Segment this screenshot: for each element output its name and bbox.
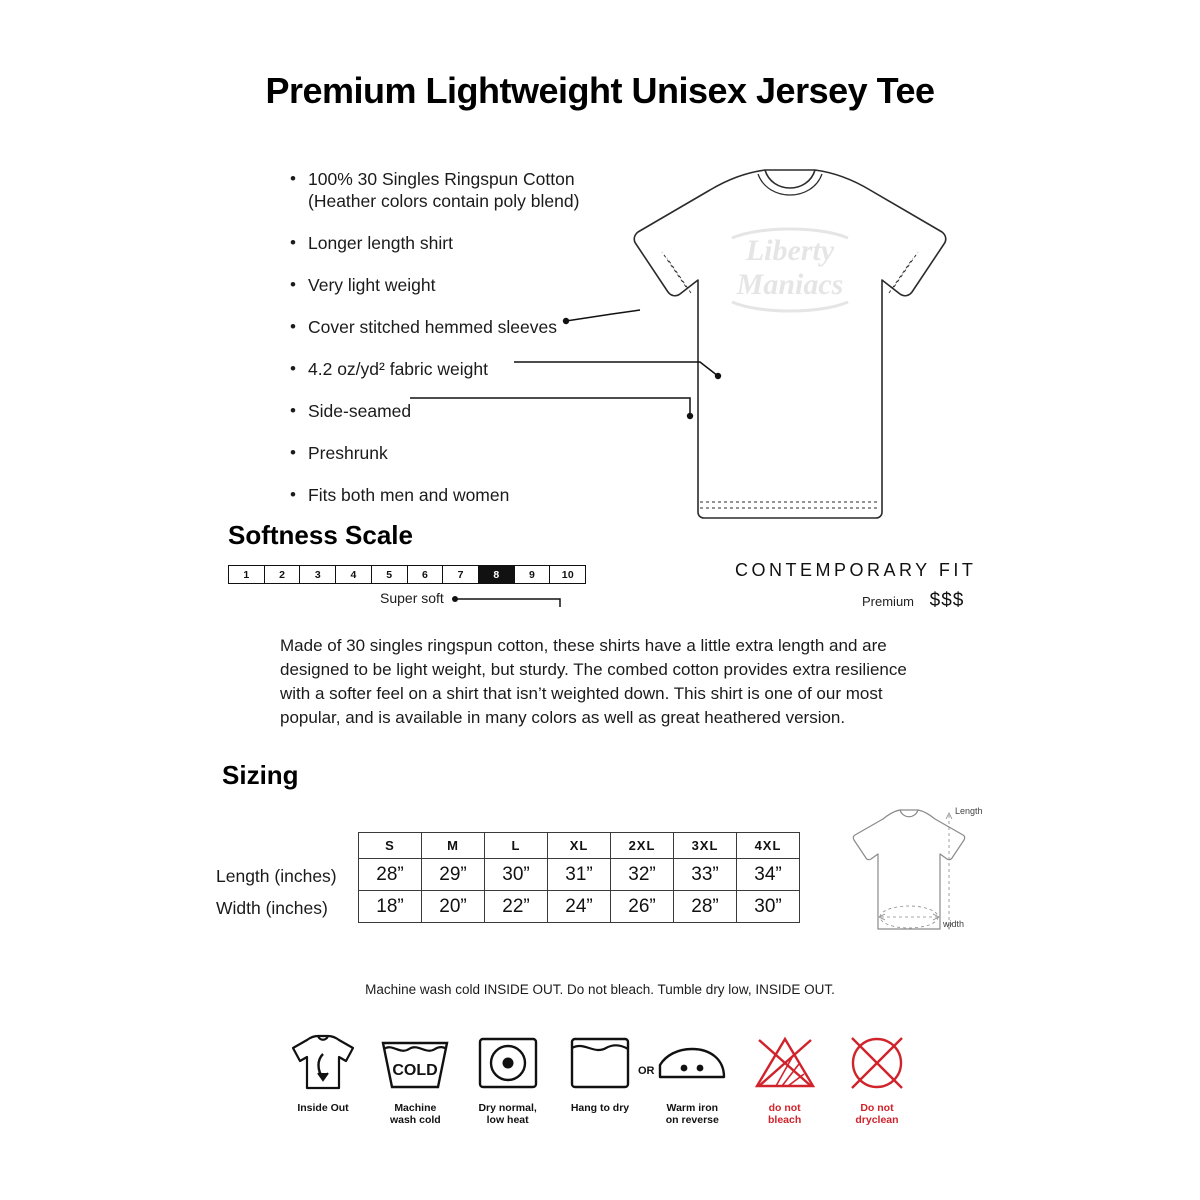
- column-header: 3XL: [674, 833, 737, 859]
- svg-text:COLD: COLD: [392, 1062, 438, 1079]
- cell-width: 22”: [485, 891, 548, 923]
- cell-length: 28”: [359, 859, 422, 891]
- scale-cell-active: 8: [478, 565, 515, 584]
- table-header-row: [359, 833, 800, 859]
- cell-width: 18”: [359, 891, 422, 923]
- brand-logo-art: [732, 229, 848, 311]
- feature-text: Fits both men and women: [308, 485, 510, 505]
- list-item: [288, 442, 608, 464]
- page-title: Premium Lightweight Unisex Jersey Tee: [265, 70, 935, 111]
- warm-iron-icon: [649, 1030, 735, 1096]
- super-soft-note: [380, 590, 582, 607]
- list-item: [288, 484, 608, 506]
- scale-cell: 5: [371, 565, 408, 584]
- bullet-icon: •: [290, 359, 296, 378]
- bullet-icon: •: [290, 317, 296, 336]
- care-item-inside-out: [280, 1030, 366, 1114]
- dry-normal-low-heat-icon: [465, 1030, 551, 1096]
- care-caption: do not bleach: [768, 1102, 802, 1126]
- softness-scale: [228, 565, 585, 584]
- inside-out-icon: [280, 1030, 366, 1096]
- machine-wash-cold-icon: [372, 1030, 458, 1096]
- list-item: [288, 232, 608, 254]
- scale-cell: 4: [335, 565, 372, 584]
- product-description: Made of 30 singles ringspun cotton, these shirts have a little extra length and are designed to be light weight, but sturdy. The combed cotton provides extra resilience with a softer feel on a shirt that isn’t weighted down. This shirt is one of our most popular, and is available in many colors as well as great heathered version.: [280, 636, 907, 727]
- feature-text: Side-seamed: [308, 401, 412, 421]
- feature-text: 4.2 oz/yd² fabric weight: [308, 359, 488, 379]
- super-soft-pointer-icon: [452, 591, 582, 607]
- cell-width: 28”: [674, 891, 737, 923]
- feature-text: Very light weight: [308, 275, 436, 295]
- svg-text:Maniacs: Maniacs: [736, 268, 844, 301]
- fit-label: CONTEMPORARY FIT: [735, 560, 977, 580]
- list-item: [288, 358, 608, 380]
- scale-cell: 1: [228, 565, 265, 584]
- care-item-do-not-bleach: [742, 1030, 828, 1126]
- softness-heading: Softness Scale: [228, 520, 413, 550]
- scale-cell: 6: [407, 565, 444, 584]
- measurement-diagram: [845, 805, 985, 945]
- width-dimension-label: width: [943, 919, 965, 929]
- row-label-width: Width (inches): [216, 898, 328, 918]
- size-chart-table: [358, 832, 800, 923]
- column-header: M: [422, 833, 485, 859]
- sizing-heading: Sizing: [222, 760, 299, 790]
- care-item-warm-iron: [649, 1030, 735, 1126]
- price-tier: [862, 590, 964, 612]
- bullet-icon: •: [290, 443, 296, 462]
- scale-cell: 7: [442, 565, 479, 584]
- cell-length: 34”: [737, 859, 800, 891]
- column-header: 2XL: [611, 833, 674, 859]
- care-caption: Inside Out: [297, 1102, 349, 1114]
- row-label-length: Length (inches): [216, 866, 337, 886]
- care-caption: Do not dryclean: [855, 1102, 899, 1126]
- cell-length: 32”: [611, 859, 674, 891]
- hang-to-dry-icon: [557, 1030, 643, 1096]
- or-label: OR: [638, 1065, 655, 1077]
- feature-subtext: (Heather colors contain poly blend): [308, 191, 580, 211]
- bullet-icon: •: [290, 233, 296, 252]
- feature-list: [288, 168, 608, 526]
- list-item: [288, 400, 608, 422]
- cell-length: 33”: [674, 859, 737, 891]
- list-item: [288, 274, 608, 296]
- list-item: [288, 168, 608, 212]
- care-caption: Machine wash cold: [389, 1102, 441, 1126]
- cell-length: 31”: [548, 859, 611, 891]
- bullet-icon: •: [290, 169, 296, 188]
- care-item-machine-wash-cold: [372, 1030, 458, 1126]
- tshirt-illustration: [590, 160, 990, 545]
- bullet-icon: •: [290, 275, 296, 294]
- cell-width: 30”: [737, 891, 800, 923]
- column-header: S: [359, 833, 422, 859]
- table-row: [359, 891, 800, 923]
- cell-width: 26”: [611, 891, 674, 923]
- care-item-dry-normal: [465, 1030, 551, 1126]
- table-row: [359, 859, 800, 891]
- care-caption: Dry normal, low heat: [478, 1102, 537, 1126]
- care-caption: Warm iron on reverse: [665, 1102, 719, 1126]
- cell-width: 20”: [422, 891, 485, 923]
- bullet-icon: •: [290, 485, 296, 504]
- super-soft-label: Super soft: [380, 590, 444, 606]
- tier-label: Premium: [862, 594, 915, 609]
- column-header: XL: [548, 833, 611, 859]
- care-caption: Hang to dry: [570, 1102, 630, 1114]
- price-label: $$$: [929, 590, 965, 611]
- scale-cell: 9: [514, 565, 551, 584]
- do-not-dryclean-icon: [834, 1030, 920, 1096]
- care-symbol-row: [280, 1030, 920, 1126]
- feature-text: Longer length shirt: [308, 233, 453, 253]
- bullet-icon: •: [290, 401, 296, 420]
- care-item-hang-to-dry: [557, 1030, 643, 1114]
- cell-length: 30”: [485, 859, 548, 891]
- cell-length: 29”: [422, 859, 485, 891]
- feature-text: Cover stitched hemmed sleeves: [308, 317, 557, 337]
- scale-cell: 2: [264, 565, 301, 584]
- feature-text: Preshrunk: [308, 443, 388, 463]
- do-not-bleach-icon: [742, 1030, 828, 1096]
- scale-cell: 10: [549, 565, 586, 584]
- feature-text: 100% 30 Singles Ringspun Cotton: [308, 169, 575, 189]
- length-dimension-label: Length: [955, 806, 983, 816]
- svg-text:Liberty: Liberty: [745, 234, 835, 267]
- cell-width: 24”: [548, 891, 611, 923]
- column-header: 4XL: [737, 833, 800, 859]
- care-item-do-not-dryclean: [834, 1030, 920, 1126]
- column-header: L: [485, 833, 548, 859]
- scale-cell: 3: [299, 565, 336, 584]
- list-item: [288, 316, 608, 338]
- care-instructions-text: Machine wash cold INSIDE OUT. Do not bleach. Tumble dry low, INSIDE OUT.: [365, 982, 835, 997]
